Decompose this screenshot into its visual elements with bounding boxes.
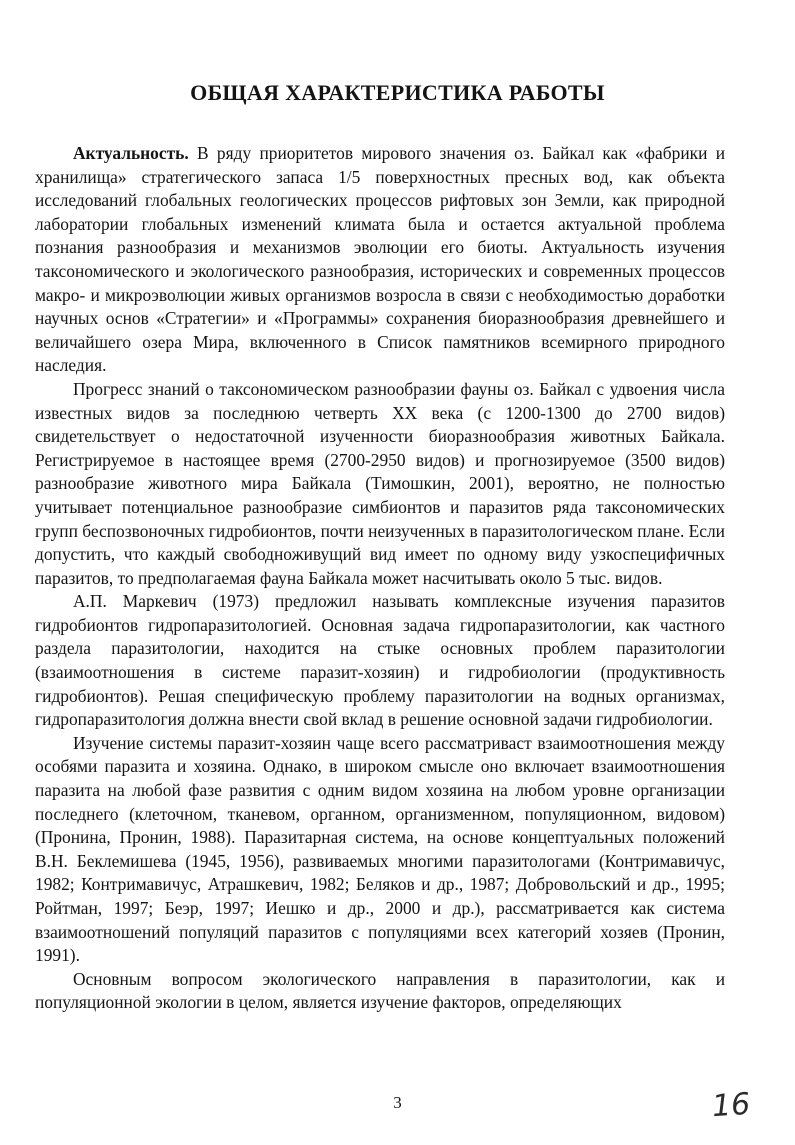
page-title: ОБЩАЯ ХАРАКТЕРИСТИКА РАБОТЫ [190, 80, 605, 105]
paragraph: Прогресс знаний о таксономическом разнообразии фауны оз. Байкал с удвоения числа известных видов за последнюю четверть XX века (с 1200-1300 до 2700 видов) свидетельствует о недостаточной изученности биоразнообразия животных Байкала. Регистрируемое в настоящее время (2700-2950 видов) и прогнозируемое (3500 видов) разнообразие животного мира Байкала (Тимошкин, 2001), вероятно, не полностью учитывает потенциальное разнообразие симбионтов и паразитов ряда таксономических групп беспозвоночных гидробионтов, почти неизученных в паразитологическом плане. Если допустить, что каждый свободноживущий вид имеет по одному виду узкоспецифичных паразитов, то предполагаемая фауна Байкала может насчитывать около 5 тыс. видов. [35, 378, 725, 588]
paragraph: А.П. Маркевич (1973) предложил называть комплексные изучения паразитов гидробионтов гидропаразитологией. Основная задача гидропаразитологии, как частного раздела паразитологии, находится на стыке основных проблем паразитологии (взаимоотношения в системе паразит-хозяин) и гидробиологии (продуктивность гидробионтов). Решая специфическую проблему паразитологии на водных организмах, гидропаразитология должна внести свой вклад в решение основной задачи гидробиологии. [35, 591, 725, 730]
body-text [35, 142, 725, 1015]
paragraph: Основным вопросом экологического направления в паразитологии, как и популяционной экологии в целом, является изучение факторов, определяющих [35, 968, 725, 1013]
paragraph: Изучение системы паразит-хозяин чаще всего рассматриваст взаимоотношения между особями паразита и хозяина. Однако, в широком смысле оно включает взаимоотношения паразита на любой фазе развития с одним видом хозяина на любом уровне организации последнего (клеточном, тканевом, органном, организменном, популяционном, видовом) (Пронина, Пронин, 1988). Паразитарная система, на основе концептуальных положений В.Н. Беклемишева (1945, 1956), развиваемых многими паразитологами (Контримавичус, 1982; Контримавичус, Атрашкевич, 1982; Беляков и др., 1987; Добровольский и др., 1995; Ройтман, 1997; Беэр, 1997; Иешко и др., 2000 и др.), рассматривается как система взаимоотношений популяций паразитов с популяциями всех категорий хозяев (Пронин, 1991). [35, 732, 725, 966]
page-number: 3 [393, 1093, 402, 1112]
handwritten-page-mark: 16 [710, 1086, 752, 1125]
relevance-heading: Актуальность. [73, 143, 189, 163]
paragraph-relevance [35, 142, 725, 378]
paragraph-text: В ряду приоритетов мирового значения оз. Байкал как «фабрики и хранилища» стратегического запаса 1/5 поверхностных пресных вод, как объекта исследований глобальных геологических процессов рифтовых зон Земли, как природной лаборатории глобальных изменений климата была и остается актуальной проблема познания разнообразия и механизмов эволюции его биоты. Актуальность изучения таксономического и экологического разнообразия, исторических и современных процессов макро- и микроэволюции живых организмов возросла в связи с необходимостью доработки научных основ «Стратегии» и «Программы» сохранения биоразнообразия древнейшего и величайшего озера Мира, включенного в Список памятников всемирного природного наследия. [35, 143, 725, 376]
